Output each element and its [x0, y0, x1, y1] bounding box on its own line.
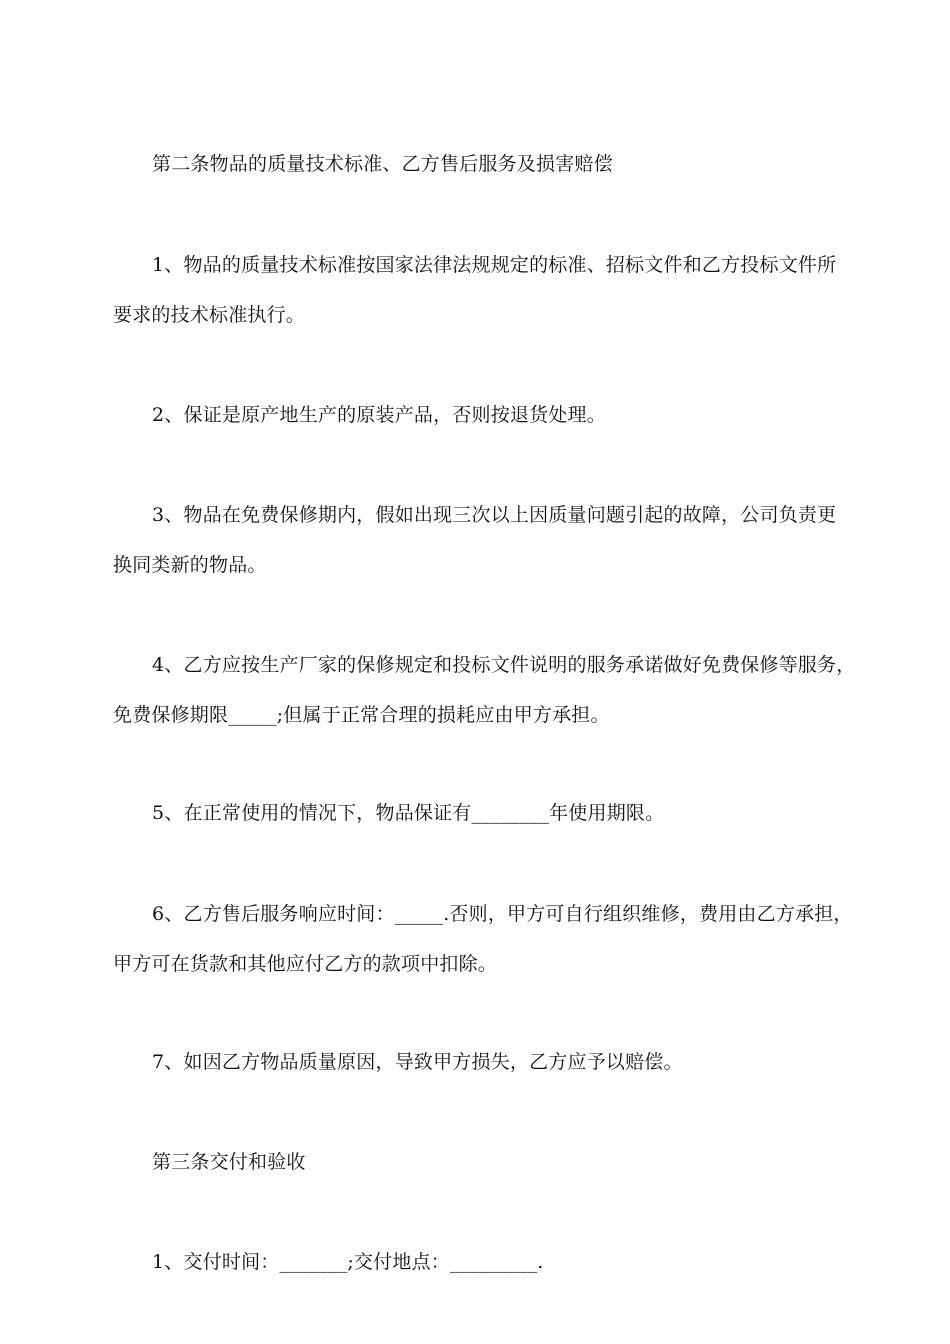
item-3-line-2: 换同类新的物品。 — [113, 554, 267, 576]
item-6-line-2: 甲方可在货款和其他应付乙方的款项中扣除。 — [113, 953, 498, 975]
item-1-line-1: 1、物品的质量技术标准按国家法律法规规定的标准、招标文件和乙方投标文件所 — [152, 254, 837, 276]
section-2-title: 第二条物品的质量技术标准、乙方售后服务及损害赔偿 — [152, 153, 613, 175]
item-4-line-2: 免费保修期限_____;但属于正常合理的损耗应由甲方承担。 — [113, 704, 610, 726]
item-1-line-2: 要求的技术标准执行。 — [113, 304, 306, 326]
item-3-line-1: 3、物品在免费保修期内，假如出现三次以上因质量问题引起的故障，公司负责更 — [152, 504, 837, 526]
section-3-item-1: 1、交付时间：_______;交付地点：_________. — [152, 1251, 544, 1273]
item-7: 7、如因乙方物品质量原因，导致甲方损失，乙方应予以赔偿。 — [152, 1051, 683, 1073]
section-3-title: 第三条交付和验收 — [152, 1151, 306, 1173]
item-5: 5、在正常使用的情况下，物品保证有________年使用期限。 — [152, 802, 665, 824]
item-2: 2、保证是原产地生产的原装产品，否则按退货处理。 — [152, 404, 606, 426]
item-4-line-1: 4、乙方应按生产厂家的保修规定和投标文件说明的服务承诺做好免费保修等服务， — [152, 654, 856, 676]
item-6-line-1: 6、乙方售后服务响应时间：_____.否则，甲方可自行组织维修，费用由乙方承担， — [152, 903, 853, 925]
